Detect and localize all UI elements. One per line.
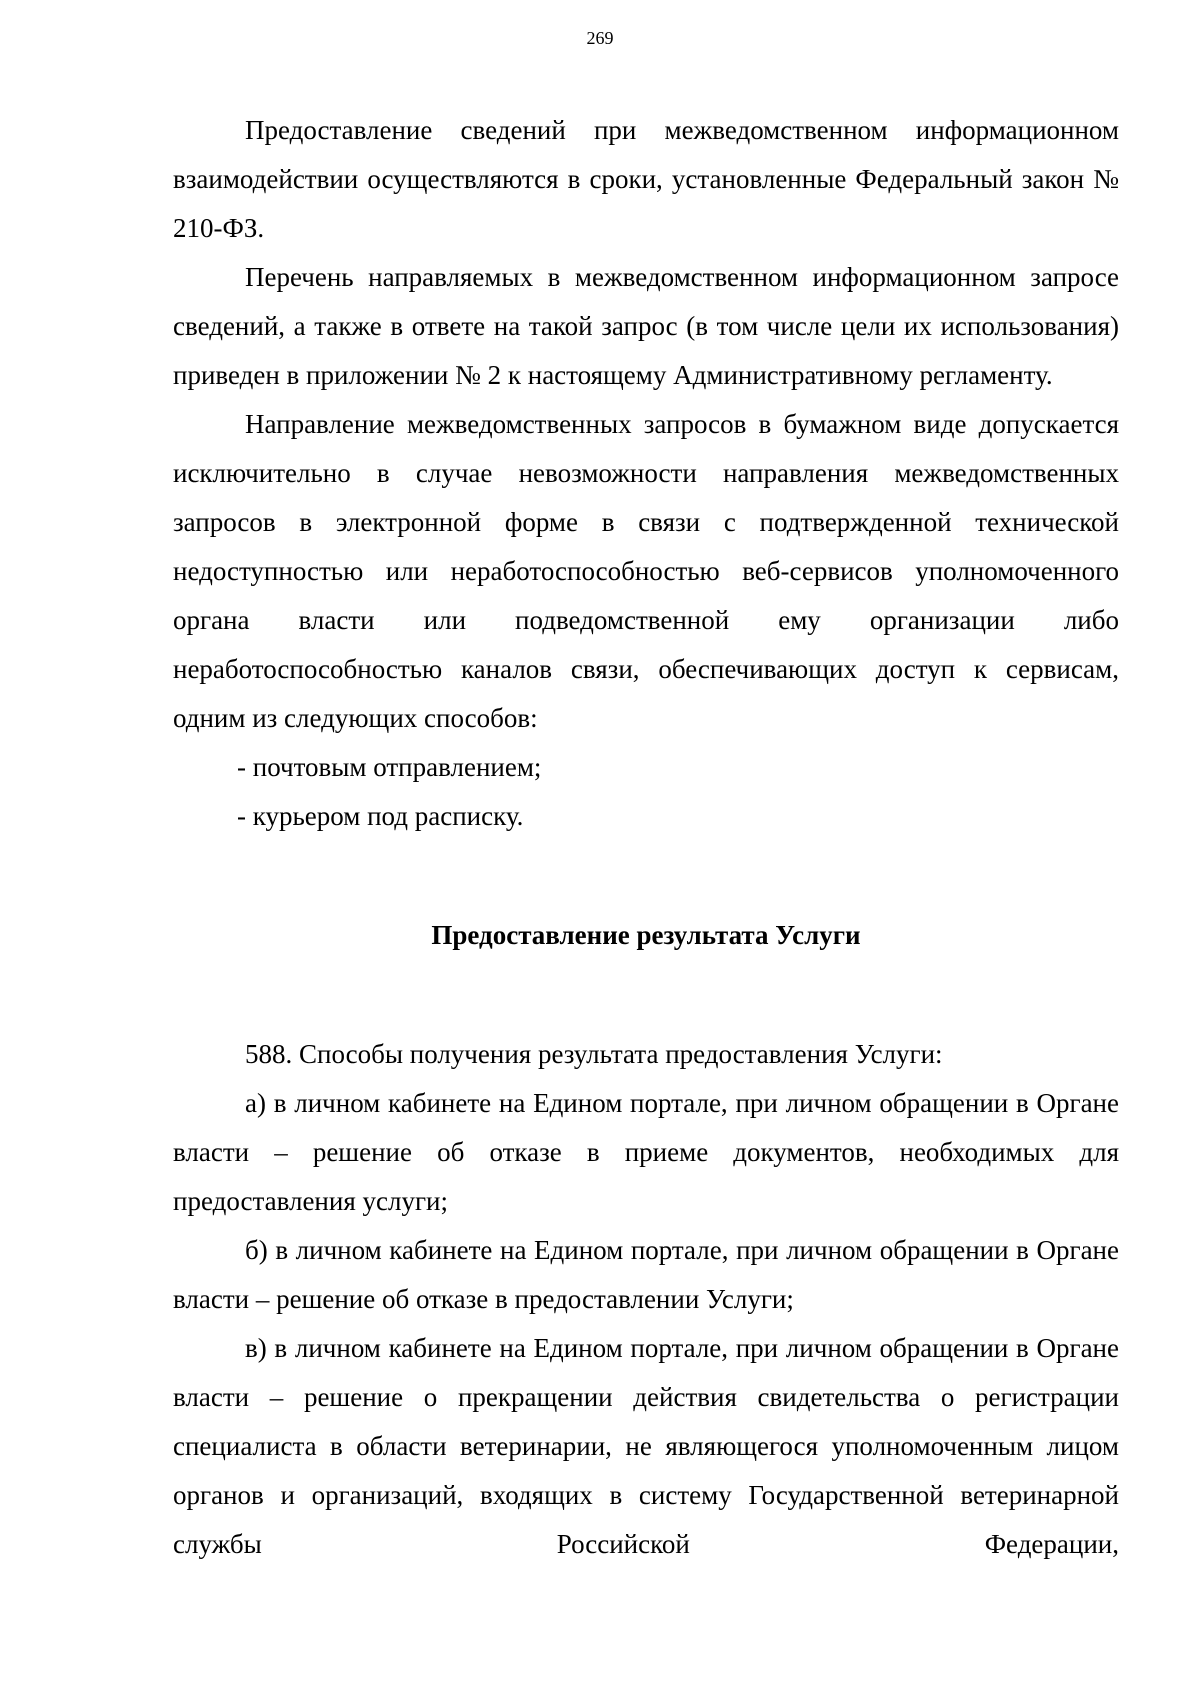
document-body	[173, 106, 1119, 1569]
paragraph-588: 588. Способы получения результата предоставления Услуги:	[245, 1039, 943, 1069]
paragraph-interagency-deadlines: Предоставление сведений при межведомственном информационном взаимодействии осуществляются в сроки, установленные Федеральный закон № 210-ФЗ.	[173, 115, 1119, 243]
list-item-postal: - почтовым отправлением;	[237, 752, 542, 782]
paragraph-item-a: а) в личном кабинете на Едином портале, при личном обращении в Органе власти – решение об отказе в приеме документов, необходимых для предоставления услуги;	[173, 1088, 1119, 1216]
paragraph-paper-requests: Направление межведомственных запросов в бумажном виде допускается исключительно в случае невозможности направления межведомственных запросов в электронной форме в связи с подтвержденной технической недоступностью или неработоспособностью веб-сервисов уполномоченного органа власти или подведомственной ему организации либо неработоспособностью каналов связи, обеспечивающих доступ к сервисам, одним из следующих способов:	[173, 409, 1119, 733]
list-item-courier: - курьером под расписку.	[237, 801, 524, 831]
page-number: 269	[586, 28, 614, 48]
paragraph-request-list: Перечень направляемых в межведомственном информационном запросе сведений, а также в ответе на такой запрос (в том числе цели их использования) приведен в приложении № 2 к настоящему Административному регламенту.	[173, 262, 1119, 390]
paragraph-item-b: б) в личном кабинете на Едином портале, при личном обращении в Органе власти – решение об отказе в предоставлении Услуги;	[173, 1235, 1119, 1314]
paragraph-item-v: в) в личном кабинете на Едином портале, при личном обращении в Органе власти – решение о прекращении действия свидетельства о регистрации специалиста в области ветеринарии, не являющегося уполномоченным лицом органов и организаций, входящих в систему Государственной ветеринарной службы Российской Федерации,	[173, 1333, 1119, 1559]
section-heading: Предоставление результата Услуги	[431, 920, 861, 950]
